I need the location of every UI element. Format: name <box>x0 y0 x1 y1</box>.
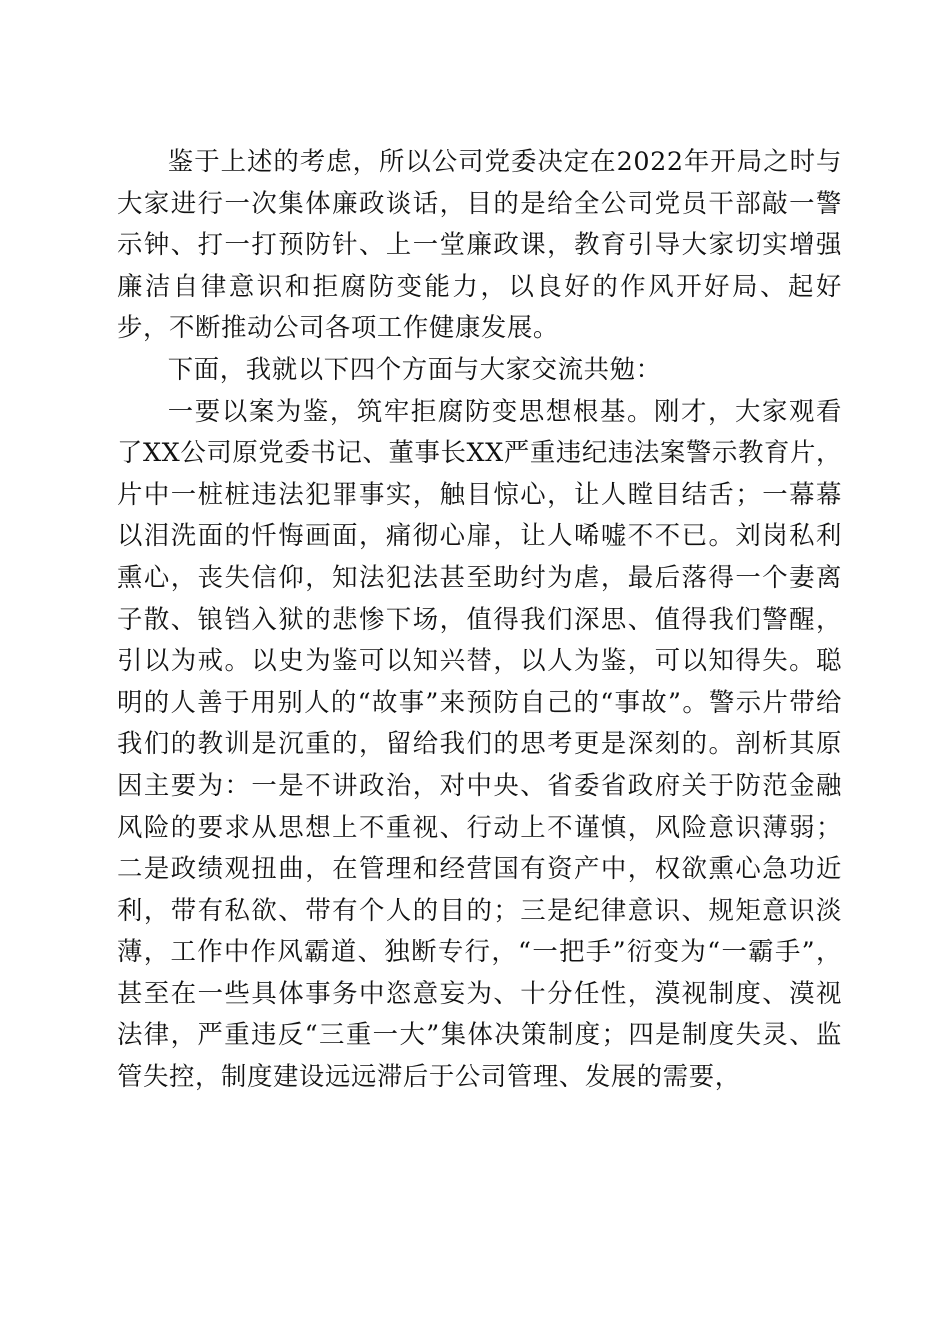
paragraph-point-one: 一要以案为鉴，筑牢拒腐防变思想根基。刚才，大家观看了XX公司原党委书记、董事长XX严重违纪违法案警示教育片，片中一桩桩违法犯罪事实，触目惊心，让人瞠目结舌；一幕幕以泪洗面的忏悔画面，痛彻心扉，让人唏嘘不不已。刘岗私利熏心，丧失信仰，知法犯法甚至助纣为虐，最后落得一个妻离子散、锒铛入狱的悲惨下场，值得我们深思、值得我们警醒，引以为戒。以史为鉴可以知兴替，以人为鉴，可以知得失。聪明的人善于用别人的“故事”来预防自己的“事故”。警示片带给我们的教训是沉重的，留给我们的思考更是深刻的。剖析其原因主要为：一是不讲政治，对中央、省委省政府关于防范金融风险的要求从思想上不重视、行动上不谨慎，风险意识薄弱；二是政绩观扭曲，在管理和经营国有资产中，权欲熏心急功近利，带有私欲、带有个人的目的；三是纪律意识、规矩意识淡薄，工作中作风霸道、独断专行，“一把手”衍变为“一霸手”，甚至在一些具体事务中恣意妄为、十分任性，漠视制度、漠视法律，严重违反“三重一大”集体决策制度；四是制度失灵、监管失控，制度建设远远滞后于公司管理、发展的需要， <box>117 395 842 1092</box>
paragraph-transition: 下面，我就以下四个方面与大家交流共勉： <box>167 353 662 384</box>
document-body <box>117 141 842 1098</box>
paragraph-intro: 鉴于上述的考虑，所以公司党委决定在2022年开局之时与大家进行一次集体廉政谈话，目的是给全公司党员干部敲一警示钟、打一打预防针、上一堂廉政课，教育引导大家切实增强廉洁自律意识和拒腐防变能力，以良好的作风开好局、起好步，不断推动公司各项工作健康发展。 <box>117 146 842 343</box>
